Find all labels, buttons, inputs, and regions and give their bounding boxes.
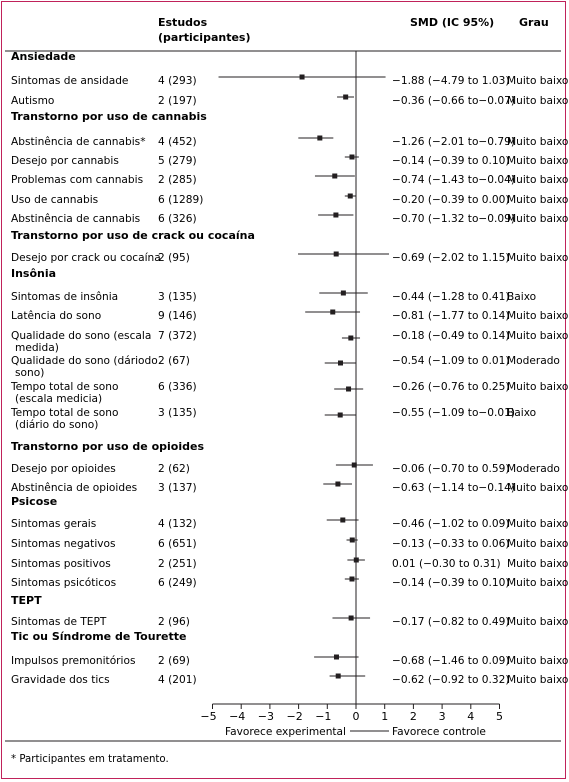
row-label: Problemas com cannabis [11, 174, 144, 186]
favours-left-label: Favorece experimental [225, 726, 346, 738]
table-rows [10, 50, 568, 686]
row-grade: Muito baixo [507, 310, 569, 322]
tick-label: −3 [257, 710, 275, 723]
row-smd-ci: −0.70 (−1.32 to−0.09) [392, 213, 516, 225]
footnote: * Participantes em tratamento. [11, 754, 169, 765]
row-grade: Muito baixo [507, 194, 569, 206]
row-studies: 4 (132) [158, 518, 197, 530]
row-smd-ci: −0.68 (−1.46 to 0.09) [392, 655, 510, 667]
point-estimate [336, 674, 341, 679]
row-grade: Muito baixo [507, 213, 569, 225]
point-estimate [349, 155, 354, 160]
row-grade: Baixo [507, 407, 537, 419]
group-title: Transtorno por uso de crack ou cocaína [11, 229, 255, 242]
row-smd-ci: −0.14 (−0.39 to 0.10) [392, 155, 510, 167]
row-grade: Muito baixo [507, 330, 569, 342]
row-label: Latência do sono [11, 310, 102, 322]
row-grade: Muito baixo [507, 518, 569, 530]
row-grade: Muito baixo [507, 577, 569, 589]
tick-label: 1 [381, 710, 389, 723]
row-studies: 6 (651) [158, 538, 197, 550]
group-title: TEPT [11, 594, 42, 607]
row-grade: Muito baixo [507, 174, 569, 186]
row-label: Qualidade do sono (dáriodo [11, 355, 158, 367]
row-label: Desejo por cannabis [11, 155, 119, 167]
tick-label: 4 [467, 710, 475, 723]
row-grade: Baixo [507, 291, 537, 303]
row-studies: 2 (69) [158, 655, 190, 667]
row-studies: 4 (201) [158, 674, 197, 686]
row-label: Qualidade do sono (escala [11, 330, 152, 342]
point-estimate [343, 95, 348, 100]
row-grade: Muito baixo [507, 252, 569, 264]
tick-label: −1 [315, 710, 332, 723]
group-title: Transtorno por uso de cannabis [11, 110, 207, 123]
row-studies: 6 (1289) [158, 194, 204, 206]
row-label: Sintomas psicóticos [11, 577, 117, 589]
row-studies: 4 (293) [158, 75, 197, 87]
row-label: sono) [15, 367, 45, 379]
header-studies: Estudos [158, 16, 208, 29]
point-estimate [300, 75, 305, 80]
row-smd-ci: −1.26 (−2.01 to−0.79) [392, 136, 516, 148]
row-smd-ci: −0.55 (−1.09 to−0.01) [392, 407, 516, 419]
row-grade: Muito baixo [507, 616, 569, 628]
row-label: Abstinência de opioides [11, 482, 138, 494]
row-studies: 5 (279) [158, 155, 197, 167]
row-studies: 9 (146) [158, 310, 197, 322]
point-estimate [338, 413, 343, 418]
row-smd-ci: −0.20 (−0.39 to 0.00) [392, 194, 510, 206]
row-smd-ci: −0.18 (−0.49 to 0.14) [392, 330, 510, 342]
row-label: Sintomas positivos [11, 558, 111, 570]
row-label: Uso de cannabis [11, 194, 99, 206]
row-smd-ci: −0.36 (−0.66 to−0.07) [392, 95, 516, 107]
row-studies: 2 (285) [158, 174, 197, 186]
group-title: Psicose [11, 495, 58, 508]
point-estimate [338, 361, 343, 366]
row-label: Impulsos premonitórios [11, 655, 136, 667]
row-smd-ci: 0.01 (−0.30 to 0.31) [392, 558, 501, 570]
row-smd-ci: −0.81 (−1.77 to 0.14) [392, 310, 510, 322]
favours-right-label: Favorece controle [392, 726, 486, 738]
row-label: (escala medicia) [15, 393, 103, 405]
tick-label: −5 [200, 710, 217, 723]
row-grade: Moderado [507, 463, 560, 475]
point-estimate [335, 482, 340, 487]
tick-label: −4 [229, 710, 246, 723]
point-estimate [349, 577, 354, 582]
point-estimate [350, 538, 355, 543]
point-estimate [334, 655, 339, 660]
point-estimate [348, 336, 353, 341]
tick-label: 5 [496, 710, 503, 723]
row-label: Sintomas de TEPT [11, 616, 107, 628]
row-label: Desejo por crack ou cocaína [11, 252, 161, 264]
row-studies: 2 (67) [158, 355, 190, 367]
row-label: Sintomas de ansidade [11, 75, 129, 87]
row-smd-ci: −0.63 (−1.14 to−0.14) [392, 482, 516, 494]
point-estimate [334, 252, 339, 257]
point-estimate [340, 518, 345, 523]
header-grade: Grau [519, 16, 549, 29]
row-label: Sintomas gerais [11, 518, 97, 530]
row-studies: 3 (135) [158, 407, 197, 419]
row-grade: Muito baixo [507, 95, 569, 107]
row-label: Abstinência de cannabis* [11, 136, 146, 148]
row-label: Tempo total de sono [11, 407, 119, 419]
row-smd-ci: −0.13 (−0.33 to 0.06) [392, 538, 510, 550]
row-smd-ci: −0.26 (−0.76 to 0.25) [392, 381, 510, 393]
row-grade: Muito baixo [507, 155, 569, 167]
row-label: (diário do sono) [15, 419, 99, 431]
row-grade: Muito baixo [507, 381, 569, 393]
row-studies: 3 (137) [158, 482, 197, 494]
row-smd-ci: −0.44 (−1.28 to 0.41) [392, 291, 510, 303]
row-studies: 4 (452) [158, 136, 197, 148]
row-label: Abstinência de cannabis [11, 213, 141, 225]
point-estimate [348, 194, 353, 199]
point-estimate [317, 136, 322, 141]
row-studies: 2 (197) [158, 95, 197, 107]
tick-label: 2 [409, 710, 417, 723]
row-label: medida) [15, 342, 59, 354]
tick-label: −2 [286, 710, 303, 723]
row-smd-ci: −1.88 (−4.79 to 1.03) [392, 75, 510, 87]
row-grade: Muito baixo [507, 558, 569, 570]
row-grade: Muito baixo [507, 75, 569, 87]
row-smd-ci: −0.69 (−2.02 to 1.15) [392, 252, 510, 264]
row-smd-ci: −0.54 (−1.09 to 0.01) [392, 355, 510, 367]
row-grade: Muito baixo [507, 538, 569, 550]
row-studies: 2 (62) [158, 463, 190, 475]
row-studies: 6 (249) [158, 577, 197, 589]
row-grade: Moderado [507, 355, 560, 367]
point-estimate [330, 310, 335, 315]
row-label: Desejo por opioides [11, 463, 116, 475]
row-smd-ci: −0.74 (−1.43 to−0.04) [392, 174, 516, 186]
row-studies: 3 (135) [158, 291, 197, 303]
header-participants: (participantes) [158, 31, 251, 44]
row-studies: 2 (96) [158, 616, 190, 628]
row-studies: 6 (326) [158, 213, 197, 225]
row-smd-ci: −0.46 (−1.02 to 0.09) [392, 518, 510, 530]
row-smd-ci: −0.14 (−0.39 to 0.10) [392, 577, 510, 589]
point-estimate [341, 291, 346, 296]
row-label: Autismo [11, 95, 55, 107]
point-estimate [332, 174, 337, 179]
row-grade: Muito baixo [507, 674, 569, 686]
row-grade: Muito baixo [507, 136, 569, 148]
row-label: Tempo total de sono [11, 381, 119, 393]
row-studies: 2 (95) [158, 252, 190, 264]
header-smd: SMD (IC 95%) [410, 16, 495, 29]
row-smd-ci: −0.06 (−0.70 to 0.59) [392, 463, 510, 475]
row-studies: 6 (336) [158, 381, 197, 393]
row-grade: Muito baixo [507, 655, 569, 667]
group-title: Transtorno por uso de opioides [11, 440, 205, 453]
tick-label: 0 [352, 710, 360, 723]
row-studies: 2 (251) [158, 558, 197, 570]
point-estimate [346, 387, 351, 392]
tick-label: 3 [438, 710, 446, 723]
row-studies: 7 (372) [158, 330, 197, 342]
row-label: Sintomas de insônia [11, 291, 119, 303]
point-estimate [349, 616, 354, 621]
group-title: Ansiedade [11, 50, 76, 63]
row-smd-ci: −0.17 (−0.82 to 0.49) [392, 616, 510, 628]
row-grade: Muito baixo [507, 482, 569, 494]
point-estimate [333, 213, 338, 218]
row-label: Sintomas negativos [11, 538, 116, 550]
group-title: Insônia [11, 267, 57, 280]
row-smd-ci: −0.62 (−0.92 to 0.32) [392, 674, 510, 686]
group-title: Tic ou Síndrome de Tourette [11, 630, 187, 643]
row-label: Gravidade dos tics [11, 674, 110, 686]
